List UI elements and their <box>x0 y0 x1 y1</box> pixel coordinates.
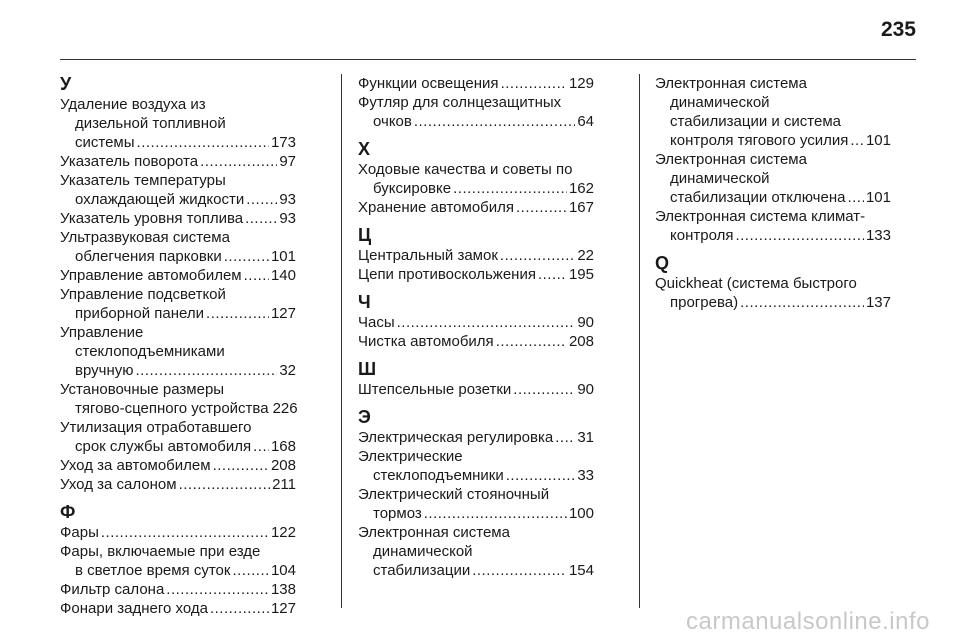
entry-page-number[interactable]: 162 <box>568 180 594 197</box>
entry-text: Ходовые качества и советы по <box>358 161 573 178</box>
entry-text: Управление автомобилем <box>60 267 242 284</box>
dot-leader <box>847 188 864 207</box>
section-letter: У <box>60 74 72 94</box>
entry-text: Фонари заднего хода <box>60 600 208 617</box>
entry-page-number[interactable]: 211 <box>272 476 296 493</box>
index-entry[interactable] <box>358 160 594 198</box>
index-entry[interactable] <box>60 380 296 418</box>
entry-page-number[interactable]: 127 <box>270 305 296 322</box>
index-section <box>60 502 296 618</box>
entry-text: Указатель температуры <box>60 172 226 189</box>
dot-leader <box>496 332 567 351</box>
entry-text: в светлое время суток <box>75 562 231 579</box>
entry-page-number[interactable]: 167 <box>568 199 594 216</box>
entry-text: стабилизации отключена <box>670 189 846 206</box>
entry-text: Функции освещения <box>358 75 499 92</box>
entry-text: Электронная система <box>358 524 510 541</box>
entry-text: Цепи противоскольжения <box>358 266 536 283</box>
dot-leader <box>850 131 864 150</box>
dot-leader <box>232 561 269 580</box>
entry-text: стеклоподъемниками <box>75 343 225 360</box>
entry-text: Электрические <box>358 448 463 465</box>
index-entry[interactable] <box>60 209 296 228</box>
dot-leader <box>200 152 277 171</box>
entry-text: тягово-сцепного устройства <box>75 400 269 417</box>
entry-text: Футляр для солнцезащитных <box>358 94 562 111</box>
entry-text: Уход за салоном <box>60 476 177 493</box>
entry-text: Фары <box>60 524 99 541</box>
entry-text: Ультразвуковая система <box>60 229 230 246</box>
index-entry[interactable] <box>60 599 296 618</box>
entry-text: Уход за автомобилем <box>60 457 211 474</box>
section-letter: Э <box>358 407 371 427</box>
entry-text: динамической <box>670 94 770 111</box>
entry-page-number[interactable]: 97 <box>279 153 296 170</box>
entry-page-number[interactable]: 195 <box>568 266 594 283</box>
index-entry[interactable] <box>358 447 594 485</box>
index-entry[interactable] <box>358 380 594 399</box>
entry-page-number[interactable]: 168 <box>270 438 296 455</box>
entry-text: динамической <box>670 170 770 187</box>
entry-page-number[interactable]: 137 <box>865 294 891 311</box>
dot-leader <box>246 190 277 209</box>
entry-text: Электронная система климат- <box>655 208 866 225</box>
entry-page-number[interactable]: 133 <box>865 227 891 244</box>
entry-text: Установочные размеры <box>60 381 225 398</box>
index-section <box>655 74 891 245</box>
index-section <box>655 253 891 312</box>
entry-text: срок службы автомобиля <box>75 438 252 455</box>
index-entry[interactable] <box>60 266 296 285</box>
dot-leader <box>210 599 269 618</box>
entry-text: Штепсельные розетки <box>358 381 512 398</box>
index-entry[interactable] <box>60 323 296 380</box>
section-letter: Ф <box>60 502 76 522</box>
section-letter: Ц <box>358 225 372 245</box>
entry-page-number[interactable]: 90 <box>577 314 594 331</box>
entry-text: облегчения парковки <box>75 248 222 265</box>
entry-page-number[interactable]: 101 <box>865 132 891 149</box>
section-letter: Ч <box>358 292 371 312</box>
index-entry[interactable] <box>60 475 296 494</box>
section-letter: Х <box>358 139 371 159</box>
entry-text: Фары, включаемые при езде <box>60 543 261 560</box>
dot-leader <box>245 209 277 228</box>
dot-leader <box>500 246 575 265</box>
entry-text: Указатель уровня топлива <box>60 210 244 227</box>
entry-page-number[interactable]: 101 <box>270 248 296 265</box>
column-divider <box>341 74 342 608</box>
index-entry[interactable] <box>60 580 296 599</box>
entry-text: стабилизации и система <box>670 113 842 130</box>
dot-leader <box>397 313 576 332</box>
index-entry[interactable] <box>655 207 891 245</box>
entry-text: стеклоподъемники <box>373 467 504 484</box>
dot-leader <box>740 293 864 312</box>
index-section <box>358 407 594 580</box>
index-section <box>358 359 594 399</box>
entry-page-number[interactable]: 64 <box>577 113 594 130</box>
entry-text: охлаждающей жидкости <box>75 191 245 208</box>
dot-leader <box>166 580 269 599</box>
entry-text: стабилизации <box>373 562 471 579</box>
dot-leader <box>453 179 567 198</box>
index-entry[interactable] <box>60 152 296 171</box>
index-entry[interactable] <box>655 74 891 150</box>
watermark: carmanualsonline.info <box>686 608 930 635</box>
index-entry[interactable] <box>358 93 594 131</box>
entry-page-number[interactable]: 104 <box>270 562 296 579</box>
entry-page-number[interactable]: 22 <box>577 247 594 264</box>
entry-page-number[interactable]: 140 <box>270 267 296 284</box>
index-entry[interactable] <box>60 456 296 475</box>
entry-page-number[interactable]: 93 <box>279 210 296 227</box>
index-entry[interactable] <box>358 313 594 332</box>
dot-leader <box>424 504 567 523</box>
dot-leader <box>506 466 576 485</box>
dot-leader <box>179 475 271 494</box>
dot-leader <box>735 226 864 245</box>
entry-page-number[interactable]: 31 <box>577 429 594 446</box>
dot-leader <box>538 265 567 284</box>
entry-text: вручную <box>75 362 134 379</box>
entry-text: Quickheat (система быстрого <box>655 275 857 292</box>
index-entry[interactable] <box>358 246 594 265</box>
dot-leader <box>137 133 269 152</box>
index-section <box>358 139 594 217</box>
index-entry[interactable] <box>358 428 594 447</box>
entry-text: приборной панели <box>75 305 205 322</box>
entry-text: буксировке <box>373 180 452 197</box>
entry-text: Электрический стояночный <box>358 486 550 503</box>
entry-text: системы <box>75 134 135 151</box>
index-entry[interactable] <box>358 523 594 580</box>
entry-text: контроля <box>670 227 734 244</box>
dot-leader <box>555 428 575 447</box>
dot-leader <box>516 198 567 217</box>
entry-page-number[interactable]: 154 <box>568 562 594 579</box>
index-entry[interactable] <box>60 171 296 209</box>
dot-leader <box>472 561 567 580</box>
entry-page-number[interactable]: 173 <box>270 134 296 151</box>
index-entry[interactable] <box>655 274 891 312</box>
entry-text: Центральный замок <box>358 247 498 264</box>
index-section <box>60 74 296 494</box>
index-entry[interactable] <box>60 95 296 152</box>
entry-text: Электронная система <box>655 75 807 92</box>
index-entry[interactable] <box>358 265 594 284</box>
page-number: 235 <box>880 18 916 41</box>
section-letter: Ш <box>358 359 377 379</box>
column-divider <box>639 74 640 608</box>
entry-page-number[interactable]: 93 <box>279 191 296 208</box>
index-section <box>358 225 594 284</box>
index-entry[interactable] <box>60 523 296 542</box>
entry-page-number[interactable]: 100 <box>568 505 594 522</box>
index-column-2 <box>358 74 594 580</box>
entry-page-number[interactable]: 226 <box>272 400 298 417</box>
entry-text: Фильтр салона <box>60 581 165 598</box>
dot-leader <box>101 523 269 542</box>
index-section <box>358 292 594 351</box>
entry-page-number[interactable]: 101 <box>865 189 891 206</box>
dot-leader <box>136 361 278 380</box>
entry-text: Управление подсветкой <box>60 286 226 303</box>
entry-text: Хранение автомобиля <box>358 199 515 216</box>
index-entry[interactable] <box>358 74 594 93</box>
index-entry[interactable] <box>60 228 296 266</box>
dot-leader <box>253 437 269 456</box>
entry-text: Электронная система <box>655 151 807 168</box>
entry-text: Чистка автомобиля <box>358 333 494 350</box>
entry-page-number[interactable]: 122 <box>270 524 296 541</box>
entry-text: динамической <box>373 543 473 560</box>
index-entry[interactable] <box>655 150 891 207</box>
dot-leader <box>206 304 269 323</box>
entry-text: Электрическая регулировка <box>358 429 554 446</box>
entry-text: очков <box>373 113 412 130</box>
entry-page-number[interactable]: 90 <box>577 381 594 398</box>
entry-page-number[interactable]: 208 <box>568 333 594 350</box>
index-column-1 <box>60 74 296 618</box>
index-entry[interactable] <box>358 332 594 351</box>
index-entry[interactable] <box>358 198 594 217</box>
entry-text: дизельной топливной <box>75 115 226 132</box>
dot-leader <box>244 266 269 285</box>
index-entry[interactable] <box>60 542 296 580</box>
header-rule <box>60 59 916 60</box>
dot-leader <box>513 380 575 399</box>
entry-page-number[interactable]: 129 <box>568 75 594 92</box>
entry-text: Часы <box>358 314 395 331</box>
entry-text: Утилизация отработавшего <box>60 419 252 436</box>
entry-page-number[interactable]: 33 <box>577 467 594 484</box>
entry-text: Управление <box>60 324 144 341</box>
index-column-3 <box>655 74 891 312</box>
dot-leader <box>501 74 567 93</box>
dot-leader <box>414 112 575 131</box>
entry-page-number[interactable]: 32 <box>279 362 296 379</box>
entry-text: контроля тягового усилия <box>670 132 849 149</box>
index-section <box>358 74 594 131</box>
index-entry[interactable] <box>358 485 594 523</box>
entry-text: тормоз <box>373 505 422 522</box>
dot-leader <box>213 456 269 475</box>
entry-page-number[interactable]: 138 <box>270 581 296 598</box>
entry-text: Удаление воздуха из <box>60 96 206 113</box>
entry-text: Указатель поворота <box>60 153 199 170</box>
entry-text: прогрева) <box>670 294 739 311</box>
dot-leader <box>224 247 269 266</box>
index-entry[interactable] <box>60 418 296 456</box>
section-letter: Q <box>655 253 670 273</box>
entry-page-number[interactable]: 208 <box>270 457 296 474</box>
index-entry[interactable] <box>60 285 296 323</box>
entry-page-number[interactable]: 127 <box>270 600 296 617</box>
